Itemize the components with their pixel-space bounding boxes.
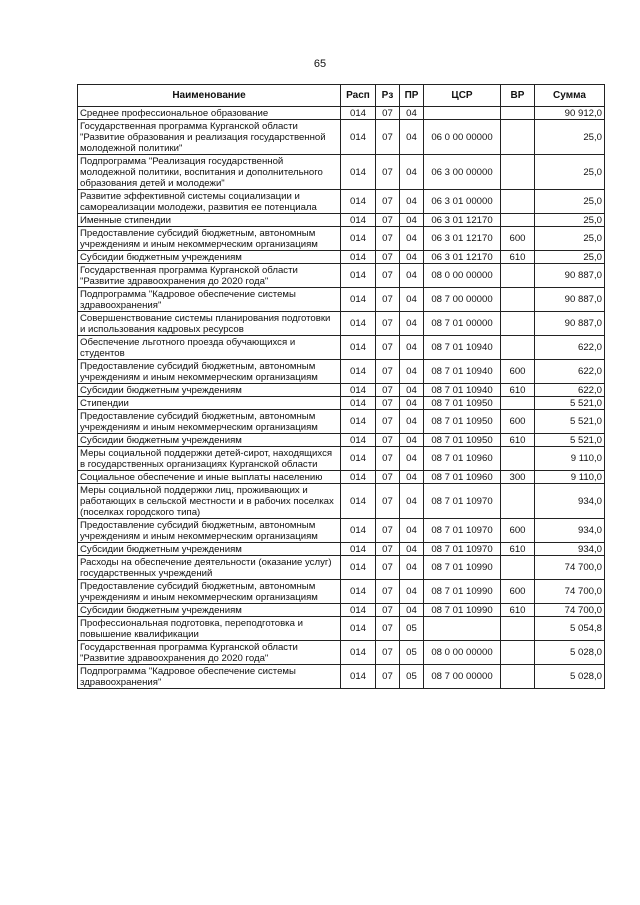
cell-name: Меры социальной поддержки детей-сирот, находящихся в государственных организациях Курганской области — [78, 447, 341, 471]
cell-sum: 5 028,0 — [535, 641, 605, 665]
cell-rasp: 014 — [341, 604, 376, 617]
cell-rz: 07 — [376, 190, 400, 214]
cell-csr: 08 7 00 00000 — [424, 288, 501, 312]
cell-rz: 07 — [376, 312, 400, 336]
cell-rasp: 014 — [341, 384, 376, 397]
table-header-row — [78, 85, 605, 107]
header-rasp: Расп — [341, 85, 376, 107]
header-vr: ВР — [501, 85, 535, 107]
cell-vr — [501, 641, 535, 665]
cell-name: Государственная программа Курганской области "Развитие здравоохранения до 2020 года" — [78, 641, 341, 665]
cell-rasp: 014 — [341, 251, 376, 264]
cell-name: Расходы на обеспечение деятельности (оказание услуг) государственных учреждений — [78, 556, 341, 580]
cell-sum: 934,0 — [535, 543, 605, 556]
cell-csr: 06 3 01 12170 — [424, 251, 501, 264]
cell-pr: 04 — [400, 107, 424, 120]
cell-sum: 5 521,0 — [535, 434, 605, 447]
cell-csr: 08 7 01 10990 — [424, 604, 501, 617]
cell-rasp: 014 — [341, 288, 376, 312]
cell-vr — [501, 107, 535, 120]
cell-sum: 5 521,0 — [535, 410, 605, 434]
cell-rz: 07 — [376, 641, 400, 665]
cell-vr — [501, 214, 535, 227]
cell-vr: 610 — [501, 384, 535, 397]
cell-rz: 07 — [376, 336, 400, 360]
cell-name: Предоставление субсидий бюджетным, автономным учреждениям и иным некоммерческим организациям — [78, 519, 341, 543]
table-row — [78, 288, 605, 312]
cell-vr — [501, 556, 535, 580]
cell-rz: 07 — [376, 604, 400, 617]
cell-csr: 08 0 00 00000 — [424, 641, 501, 665]
cell-csr: 08 7 01 10990 — [424, 580, 501, 604]
cell-pr: 04 — [400, 312, 424, 336]
cell-csr: 08 7 01 10960 — [424, 447, 501, 471]
cell-vr: 600 — [501, 410, 535, 434]
cell-rz: 07 — [376, 155, 400, 190]
cell-rz: 07 — [376, 447, 400, 471]
cell-rasp: 014 — [341, 434, 376, 447]
cell-rasp: 014 — [341, 312, 376, 336]
cell-rz: 07 — [376, 251, 400, 264]
table-row — [78, 617, 605, 641]
cell-csr: 06 3 01 00000 — [424, 190, 501, 214]
cell-name: Совершенствование системы планирования подготовки и использования кадровых ресурсов — [78, 312, 341, 336]
cell-vr — [501, 120, 535, 155]
cell-vr: 610 — [501, 251, 535, 264]
cell-rz: 07 — [376, 360, 400, 384]
cell-name: Государственная программа Курганской области "Развитие образования и реализация государственной молодежной политики" — [78, 120, 341, 155]
table-row — [78, 360, 605, 384]
cell-pr: 04 — [400, 604, 424, 617]
cell-csr: 08 7 01 10970 — [424, 484, 501, 519]
cell-name: Социальное обеспечение и иные выплаты населению — [78, 471, 341, 484]
cell-vr: 600 — [501, 519, 535, 543]
cell-sum: 90 887,0 — [535, 264, 605, 288]
cell-name: Профессиональная подготовка, переподготовка и повышение квалификации — [78, 617, 341, 641]
cell-pr: 04 — [400, 120, 424, 155]
cell-pr: 04 — [400, 484, 424, 519]
cell-pr: 04 — [400, 360, 424, 384]
cell-sum: 90 887,0 — [535, 288, 605, 312]
cell-vr — [501, 336, 535, 360]
budget-table — [77, 84, 605, 689]
cell-rasp: 014 — [341, 665, 376, 689]
cell-rz: 07 — [376, 410, 400, 434]
cell-sum: 622,0 — [535, 336, 605, 360]
cell-rasp: 014 — [341, 471, 376, 484]
table-row — [78, 107, 605, 120]
cell-name: Развитие эффективной системы социализации и самореализации молодежи, развития ее потенциала — [78, 190, 341, 214]
cell-name: Среднее профессиональное образование — [78, 107, 341, 120]
cell-rasp: 014 — [341, 107, 376, 120]
cell-name: Предоставление субсидий бюджетным, автономным учреждениям и иным некоммерческим организациям — [78, 410, 341, 434]
table-row — [78, 336, 605, 360]
cell-vr: 600 — [501, 227, 535, 251]
table-row — [78, 227, 605, 251]
cell-sum: 934,0 — [535, 484, 605, 519]
cell-rasp: 014 — [341, 543, 376, 556]
cell-sum: 74 700,0 — [535, 604, 605, 617]
cell-sum: 622,0 — [535, 360, 605, 384]
cell-pr: 04 — [400, 519, 424, 543]
cell-rz: 07 — [376, 120, 400, 155]
cell-name: Субсидии бюджетным учреждениям — [78, 251, 341, 264]
header-sum: Сумма — [535, 85, 605, 107]
table-row — [78, 543, 605, 556]
cell-vr — [501, 155, 535, 190]
cell-name: Подпрограмма "Реализация государственной молодежной политики, воспитания и дополнительного образования детей и молодежи" — [78, 155, 341, 190]
cell-sum: 9 110,0 — [535, 471, 605, 484]
cell-vr: 300 — [501, 471, 535, 484]
cell-rasp: 014 — [341, 227, 376, 251]
cell-pr: 04 — [400, 447, 424, 471]
table-row — [78, 641, 605, 665]
table-row — [78, 410, 605, 434]
header-name: Наименование — [78, 85, 341, 107]
cell-csr: 08 7 01 10970 — [424, 543, 501, 556]
table-row — [78, 397, 605, 410]
cell-csr: 06 0 00 00000 — [424, 120, 501, 155]
cell-name: Предоставление субсидий бюджетным, автономным учреждениям и иным некоммерческим организациям — [78, 360, 341, 384]
cell-rasp: 014 — [341, 214, 376, 227]
table-row — [78, 580, 605, 604]
table-row — [78, 519, 605, 543]
cell-sum: 5 054,8 — [535, 617, 605, 641]
cell-csr: 08 7 01 10960 — [424, 471, 501, 484]
cell-rz: 07 — [376, 288, 400, 312]
table-row — [78, 556, 605, 580]
page-number: 65 — [313, 58, 327, 70]
cell-name: Меры социальной поддержки лиц, проживающих и работающих в сельской местности и в рабочих поселках (поселках городского типа) — [78, 484, 341, 519]
cell-sum: 5 521,0 — [535, 397, 605, 410]
cell-csr: 06 3 01 12170 — [424, 214, 501, 227]
table-row — [78, 120, 605, 155]
cell-csr: 08 7 01 10970 — [424, 519, 501, 543]
cell-rz: 07 — [376, 580, 400, 604]
cell-vr — [501, 397, 535, 410]
cell-vr — [501, 617, 535, 641]
table-row — [78, 604, 605, 617]
cell-name: Субсидии бюджетным учреждениям — [78, 384, 341, 397]
cell-csr: 08 7 01 10940 — [424, 360, 501, 384]
cell-rz: 07 — [376, 384, 400, 397]
cell-rasp: 014 — [341, 360, 376, 384]
table-row — [78, 434, 605, 447]
cell-name: Субсидии бюджетным учреждениям — [78, 604, 341, 617]
cell-pr: 05 — [400, 665, 424, 689]
cell-name: Предоставление субсидий бюджетным, автономным учреждениям и иным некоммерческим организациям — [78, 580, 341, 604]
cell-rasp: 014 — [341, 580, 376, 604]
cell-rz: 07 — [376, 617, 400, 641]
cell-csr: 08 7 01 10940 — [424, 336, 501, 360]
cell-csr: 08 7 01 10950 — [424, 410, 501, 434]
cell-pr: 05 — [400, 617, 424, 641]
cell-pr: 04 — [400, 543, 424, 556]
table-row — [78, 264, 605, 288]
cell-sum: 25,0 — [535, 155, 605, 190]
cell-sum: 25,0 — [535, 120, 605, 155]
cell-rasp: 014 — [341, 641, 376, 665]
cell-rasp: 014 — [341, 336, 376, 360]
header-rz: Рз — [376, 85, 400, 107]
cell-sum: 25,0 — [535, 251, 605, 264]
cell-name: Субсидии бюджетным учреждениям — [78, 543, 341, 556]
table-row — [78, 665, 605, 689]
cell-rz: 07 — [376, 665, 400, 689]
cell-vr — [501, 447, 535, 471]
cell-pr: 04 — [400, 410, 424, 434]
cell-rasp: 014 — [341, 410, 376, 434]
table-row — [78, 190, 605, 214]
cell-sum: 74 700,0 — [535, 556, 605, 580]
cell-pr: 04 — [400, 580, 424, 604]
cell-csr: 08 7 01 00000 — [424, 312, 501, 336]
table-row — [78, 384, 605, 397]
cell-rasp: 014 — [341, 447, 376, 471]
cell-name: Стипендии — [78, 397, 341, 410]
cell-rz: 07 — [376, 434, 400, 447]
cell-name: Подпрограмма "Кадровое обеспечение системы здравоохранения" — [78, 288, 341, 312]
cell-csr: 08 7 01 10990 — [424, 556, 501, 580]
table-row — [78, 312, 605, 336]
table-row — [78, 155, 605, 190]
cell-rasp: 014 — [341, 484, 376, 519]
cell-csr: 08 7 01 10950 — [424, 434, 501, 447]
cell-pr: 04 — [400, 251, 424, 264]
cell-vr: 600 — [501, 580, 535, 604]
cell-rz: 07 — [376, 227, 400, 251]
header-csr: ЦСР — [424, 85, 501, 107]
cell-pr: 04 — [400, 227, 424, 251]
cell-name: Подпрограмма "Кадровое обеспечение системы здравоохранения" — [78, 665, 341, 689]
cell-sum: 25,0 — [535, 190, 605, 214]
cell-csr — [424, 107, 501, 120]
cell-rz: 07 — [376, 543, 400, 556]
cell-name: Государственная программа Курганской области "Развитие здравоохранения до 2020 года" — [78, 264, 341, 288]
cell-pr: 04 — [400, 384, 424, 397]
cell-rz: 07 — [376, 107, 400, 120]
table-row — [78, 471, 605, 484]
cell-pr: 04 — [400, 471, 424, 484]
cell-rasp: 014 — [341, 264, 376, 288]
cell-name: Субсидии бюджетным учреждениям — [78, 434, 341, 447]
cell-csr: 08 7 01 10950 — [424, 397, 501, 410]
cell-name: Именные стипендии — [78, 214, 341, 227]
cell-rasp: 014 — [341, 120, 376, 155]
cell-vr — [501, 312, 535, 336]
cell-sum: 90 912,0 — [535, 107, 605, 120]
cell-pr: 04 — [400, 288, 424, 312]
cell-rz: 07 — [376, 556, 400, 580]
cell-csr — [424, 617, 501, 641]
cell-name: Предоставление субсидий бюджетным, автономным учреждениям и иным некоммерческим организациям — [78, 227, 341, 251]
cell-vr: 600 — [501, 360, 535, 384]
cell-pr: 04 — [400, 190, 424, 214]
cell-rasp: 014 — [341, 155, 376, 190]
table-row — [78, 484, 605, 519]
cell-vr — [501, 484, 535, 519]
header-pr: ПР — [400, 85, 424, 107]
cell-pr: 04 — [400, 336, 424, 360]
cell-rz: 07 — [376, 214, 400, 227]
cell-sum: 25,0 — [535, 227, 605, 251]
cell-csr: 06 3 00 00000 — [424, 155, 501, 190]
cell-sum: 25,0 — [535, 214, 605, 227]
cell-pr: 04 — [400, 434, 424, 447]
cell-sum: 90 887,0 — [535, 312, 605, 336]
cell-rasp: 014 — [341, 556, 376, 580]
cell-rasp: 014 — [341, 519, 376, 543]
cell-pr: 04 — [400, 214, 424, 227]
cell-pr: 04 — [400, 397, 424, 410]
cell-pr: 04 — [400, 556, 424, 580]
cell-rasp: 014 — [341, 617, 376, 641]
cell-sum: 5 028,0 — [535, 665, 605, 689]
cell-rz: 07 — [376, 397, 400, 410]
cell-vr — [501, 665, 535, 689]
cell-rz: 07 — [376, 264, 400, 288]
cell-name: Обеспечение льготного проезда обучающихся и студентов — [78, 336, 341, 360]
cell-rasp: 014 — [341, 190, 376, 214]
table-row — [78, 447, 605, 471]
cell-vr: 610 — [501, 543, 535, 556]
cell-rasp: 014 — [341, 397, 376, 410]
cell-rz: 07 — [376, 484, 400, 519]
cell-rz: 07 — [376, 471, 400, 484]
cell-sum: 934,0 — [535, 519, 605, 543]
cell-vr — [501, 190, 535, 214]
cell-csr: 08 0 00 00000 — [424, 264, 501, 288]
table-row — [78, 214, 605, 227]
cell-sum: 622,0 — [535, 384, 605, 397]
cell-vr — [501, 264, 535, 288]
cell-pr: 04 — [400, 264, 424, 288]
cell-rz: 07 — [376, 519, 400, 543]
cell-pr: 05 — [400, 641, 424, 665]
cell-pr: 04 — [400, 155, 424, 190]
cell-csr: 08 7 01 10940 — [424, 384, 501, 397]
cell-vr: 610 — [501, 434, 535, 447]
table-row — [78, 251, 605, 264]
cell-csr: 08 7 00 00000 — [424, 665, 501, 689]
cell-sum: 74 700,0 — [535, 580, 605, 604]
cell-vr: 610 — [501, 604, 535, 617]
cell-vr — [501, 288, 535, 312]
cell-sum: 9 110,0 — [535, 447, 605, 471]
cell-csr: 06 3 01 12170 — [424, 227, 501, 251]
